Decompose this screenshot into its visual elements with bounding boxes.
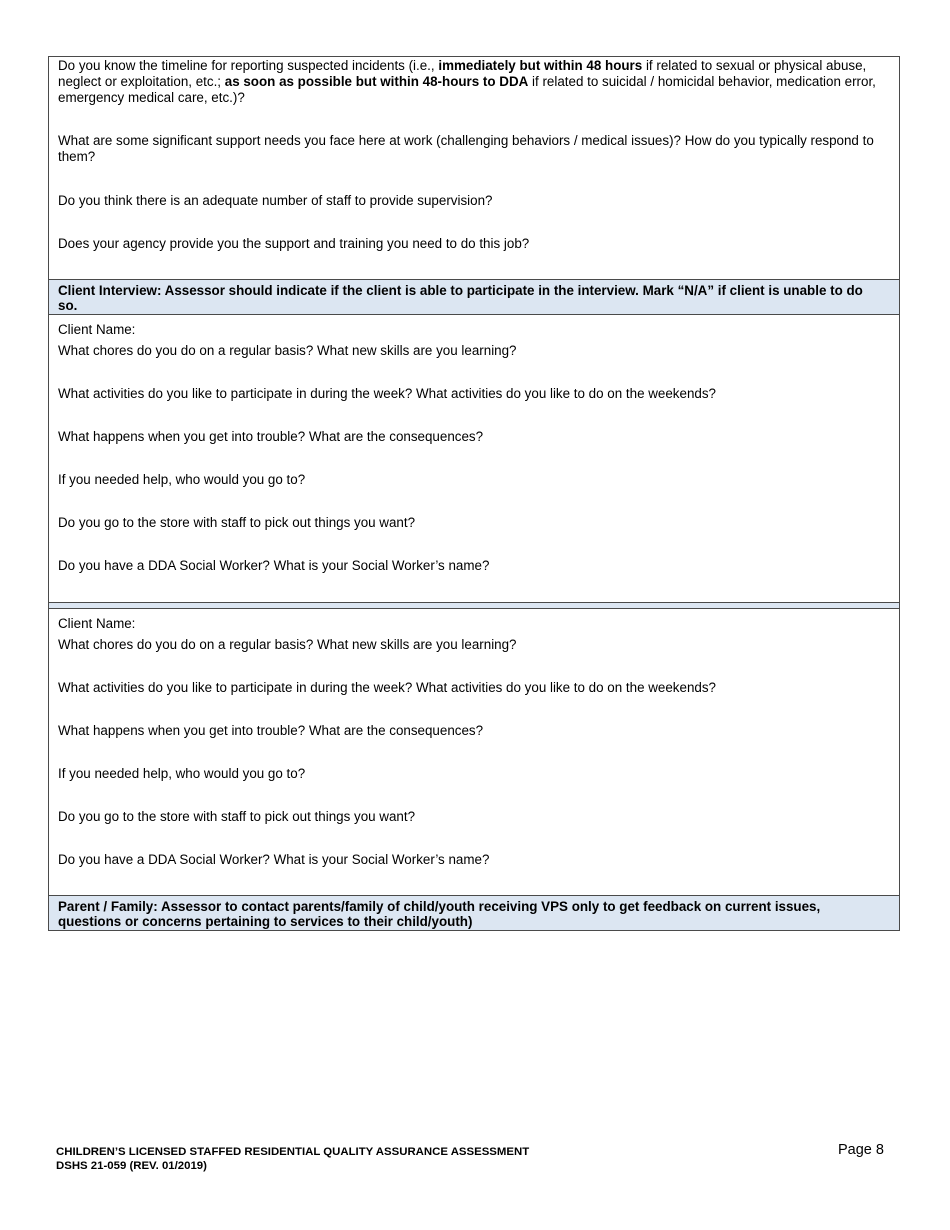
staff-question-staffing: Do you think there is an adequate number of staff to provide supervision? [58,193,493,208]
client-2-section [49,609,899,896]
assessment-form-table [48,56,900,931]
client-interview-header: Client Interview: Assessor should indicate if the client is able to participate in the interview. Mark “N/A” if client is unable to do so. [49,280,899,315]
client-question-help: If you needed help, who would you go to? [58,766,306,781]
client-question-store: Do you go to the store with staff to pick out things you want? [58,809,416,824]
client-question-chores: What chores do you do on a regular basis? What new skills are you learning? [58,637,517,652]
staff-interview-section [49,57,899,280]
parent-family-header: Parent / Family: Assessor to contact parents/family of child/youth receiving VPS only to get feedback on current issues, questions or concerns pertaining to services to their child/youth) [49,896,899,930]
form-number: DSHS 21-059 (REV. 01/2019) [56,1160,207,1172]
client-question-help: If you needed help, who would you go to? [58,472,306,487]
client-question-activities: What activities do you like to participate in during the week? What activities do you like to do on the weekends? [58,680,716,695]
client-name-label: Client Name: [58,616,136,631]
staff-question-training: Does your agency provide you the support and training you need to do this job? [58,236,530,251]
client-question-trouble: What happens when you get into trouble? What are the consequences? [58,723,484,738]
client-question-social-worker: Do you have a DDA Social Worker? What is your Social Worker’s name? [58,558,490,573]
client-question-chores: What chores do you do on a regular basis? What new skills are you learning? [58,343,517,358]
form-title: CHILDREN’S LICENSED STAFFED RESIDENTIAL QUALITY ASSURANCE ASSESSMENT [56,1146,530,1158]
client-question-social-worker: Do you have a DDA Social Worker? What is your Social Worker’s name? [58,852,490,867]
staff-question-reporting-timeline: Do you know the timeline for reporting suspected incidents (i.e., immediately but within 48 hours if related to sexual or physical abuse, neglect or exploitation, etc.; as soon as possible but within 48-hours to DDA if related to suicidal / homicidal behavior, medication error, emergency medical care, etc.)? [58,58,876,105]
form-footer [56,1145,529,1173]
client-name-label: Client Name: [58,322,136,337]
page-number: Page 8 [838,1142,884,1158]
client-question-trouble: What happens when you get into trouble? What are the consequences? [58,429,484,444]
client-question-activities: What activities do you like to participate in during the week? What activities do you like to do on the weekends? [58,386,716,401]
staff-question-support-needs: What are some significant support needs you face here at work (challenging behaviors / medical issues)? How do you typically respond to them? [58,133,874,164]
client-1-section [49,315,899,603]
client-question-store: Do you go to the store with staff to pick out things you want? [58,515,416,530]
